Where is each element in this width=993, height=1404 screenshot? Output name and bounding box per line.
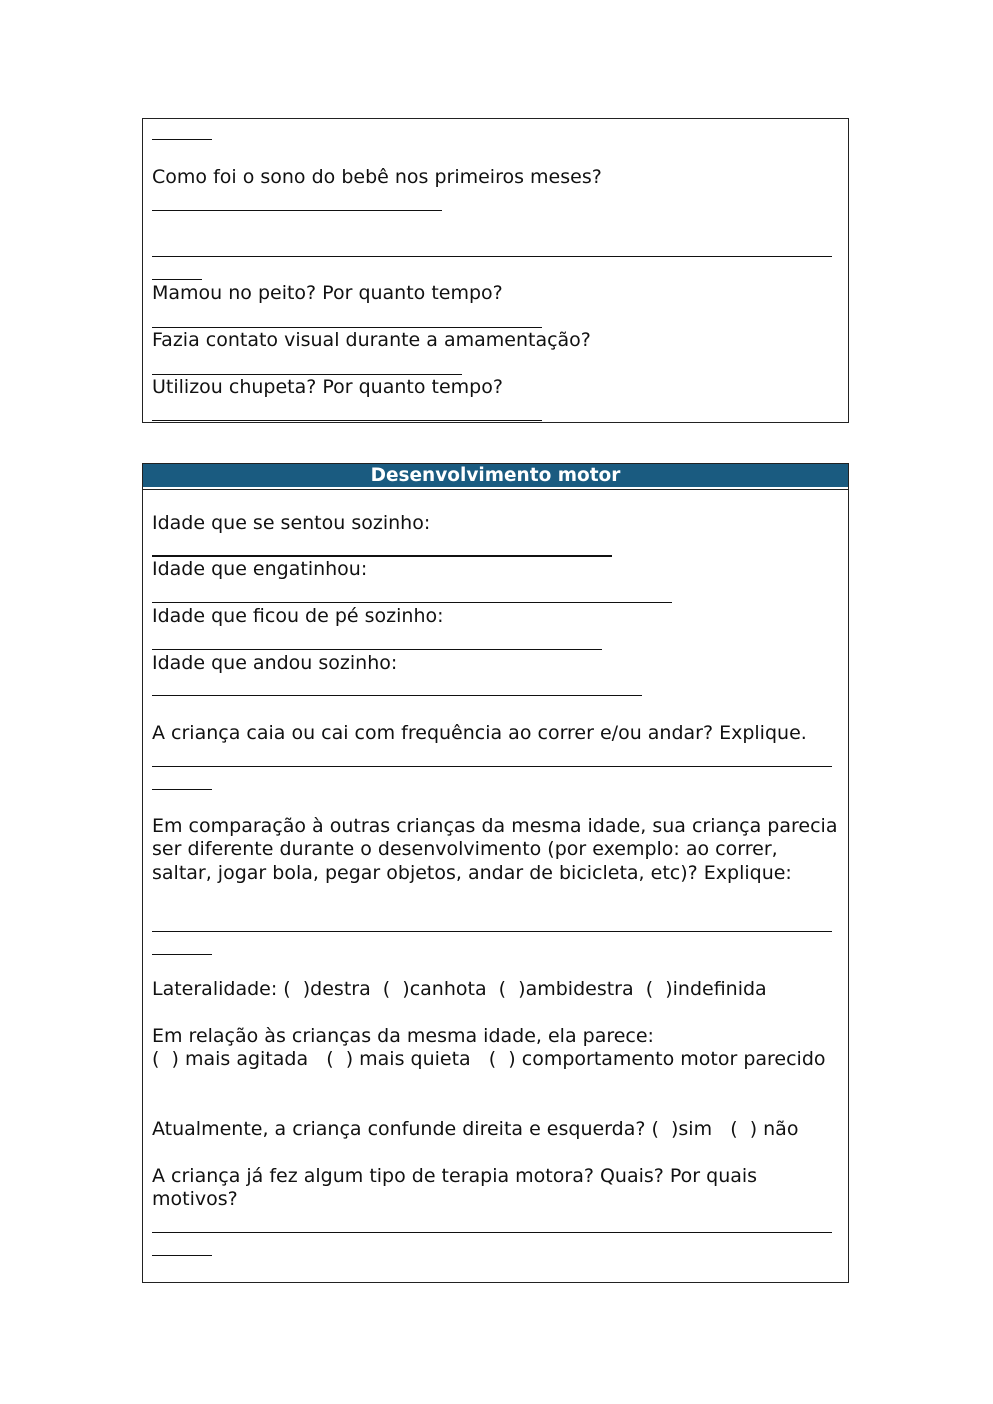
answer-line-caia-2[interactable] [152, 789, 212, 790]
answer-line-de-pe[interactable] [152, 649, 602, 650]
question-chupeta: Utilizou chupeta? Por quanto tempo? [152, 376, 503, 398]
question-lateralidade[interactable]: Lateralidade: ( )destra ( )canhota ( )ambidestra ( )indefinida [152, 978, 767, 1000]
question-caia: A criança caia ou cai com frequência ao correr e/ou andar? Explique. [152, 722, 807, 744]
header-divider [143, 489, 848, 490]
answer-line-sono-3[interactable] [152, 279, 202, 280]
answer-line-contato-visual[interactable] [152, 374, 462, 375]
question-de-pe: Idade que ficou de pé sozinho: [152, 605, 444, 627]
answer-line-comparacao[interactable] [152, 931, 832, 932]
question-relacao-options[interactable]: ( ) mais agitada ( ) mais quieta ( ) comportamento motor parecido [152, 1048, 826, 1070]
answer-line-mamou[interactable] [152, 327, 542, 328]
answer-line-caia[interactable] [152, 766, 832, 767]
question-engatinhou: Idade que engatinhou: [152, 558, 368, 580]
answer-line-engatinhou[interactable] [152, 602, 672, 603]
question-sono: Como foi o sono do bebê nos primeiros meses? [152, 166, 602, 188]
answer-line-sono-2[interactable] [152, 256, 832, 257]
answer-line-terapia[interactable] [152, 1232, 832, 1233]
answer-line-terapia-2[interactable] [152, 1255, 212, 1256]
motor-development-section [142, 463, 849, 1283]
answer-line-andou[interactable] [152, 695, 642, 696]
question-andou: Idade que andou sozinho: [152, 652, 398, 674]
section-title: Desenvolvimento motor [143, 464, 848, 489]
breastfeeding-sleep-section [142, 118, 849, 423]
question-confunde-lados[interactable]: Atualmente, a criança confunde direita e esquerda? ( )sim ( ) não [152, 1118, 799, 1140]
answer-line-chupeta[interactable] [152, 420, 542, 421]
answer-line-comparacao-2[interactable] [152, 954, 212, 955]
question-relacao: Em relação às crianças da mesma idade, ela parece: [152, 1025, 654, 1047]
question-comparacao: Em comparação à outras crianças da mesma idade, sua criança parecia ser diferente durante o desenvolvimento (por exemplo: ao correr, saltar, jogar bola, pegar objetos, andar de bicicleta, etc)? Explique: [152, 815, 838, 884]
question-terapia: A criança já fez algum tipo de terapia motora? Quais? Por quais motivos? [152, 1165, 758, 1211]
answer-line-sentou[interactable] [152, 555, 612, 557]
question-sentou: Idade que se sentou sozinho: [152, 512, 431, 534]
question-mamou: Mamou no peito? Por quanto tempo? [152, 282, 503, 304]
answer-line-continuation[interactable] [152, 139, 212, 140]
answer-line-sono[interactable] [152, 210, 442, 211]
question-contato-visual: Fazia contato visual durante a amamentação? [152, 329, 591, 351]
